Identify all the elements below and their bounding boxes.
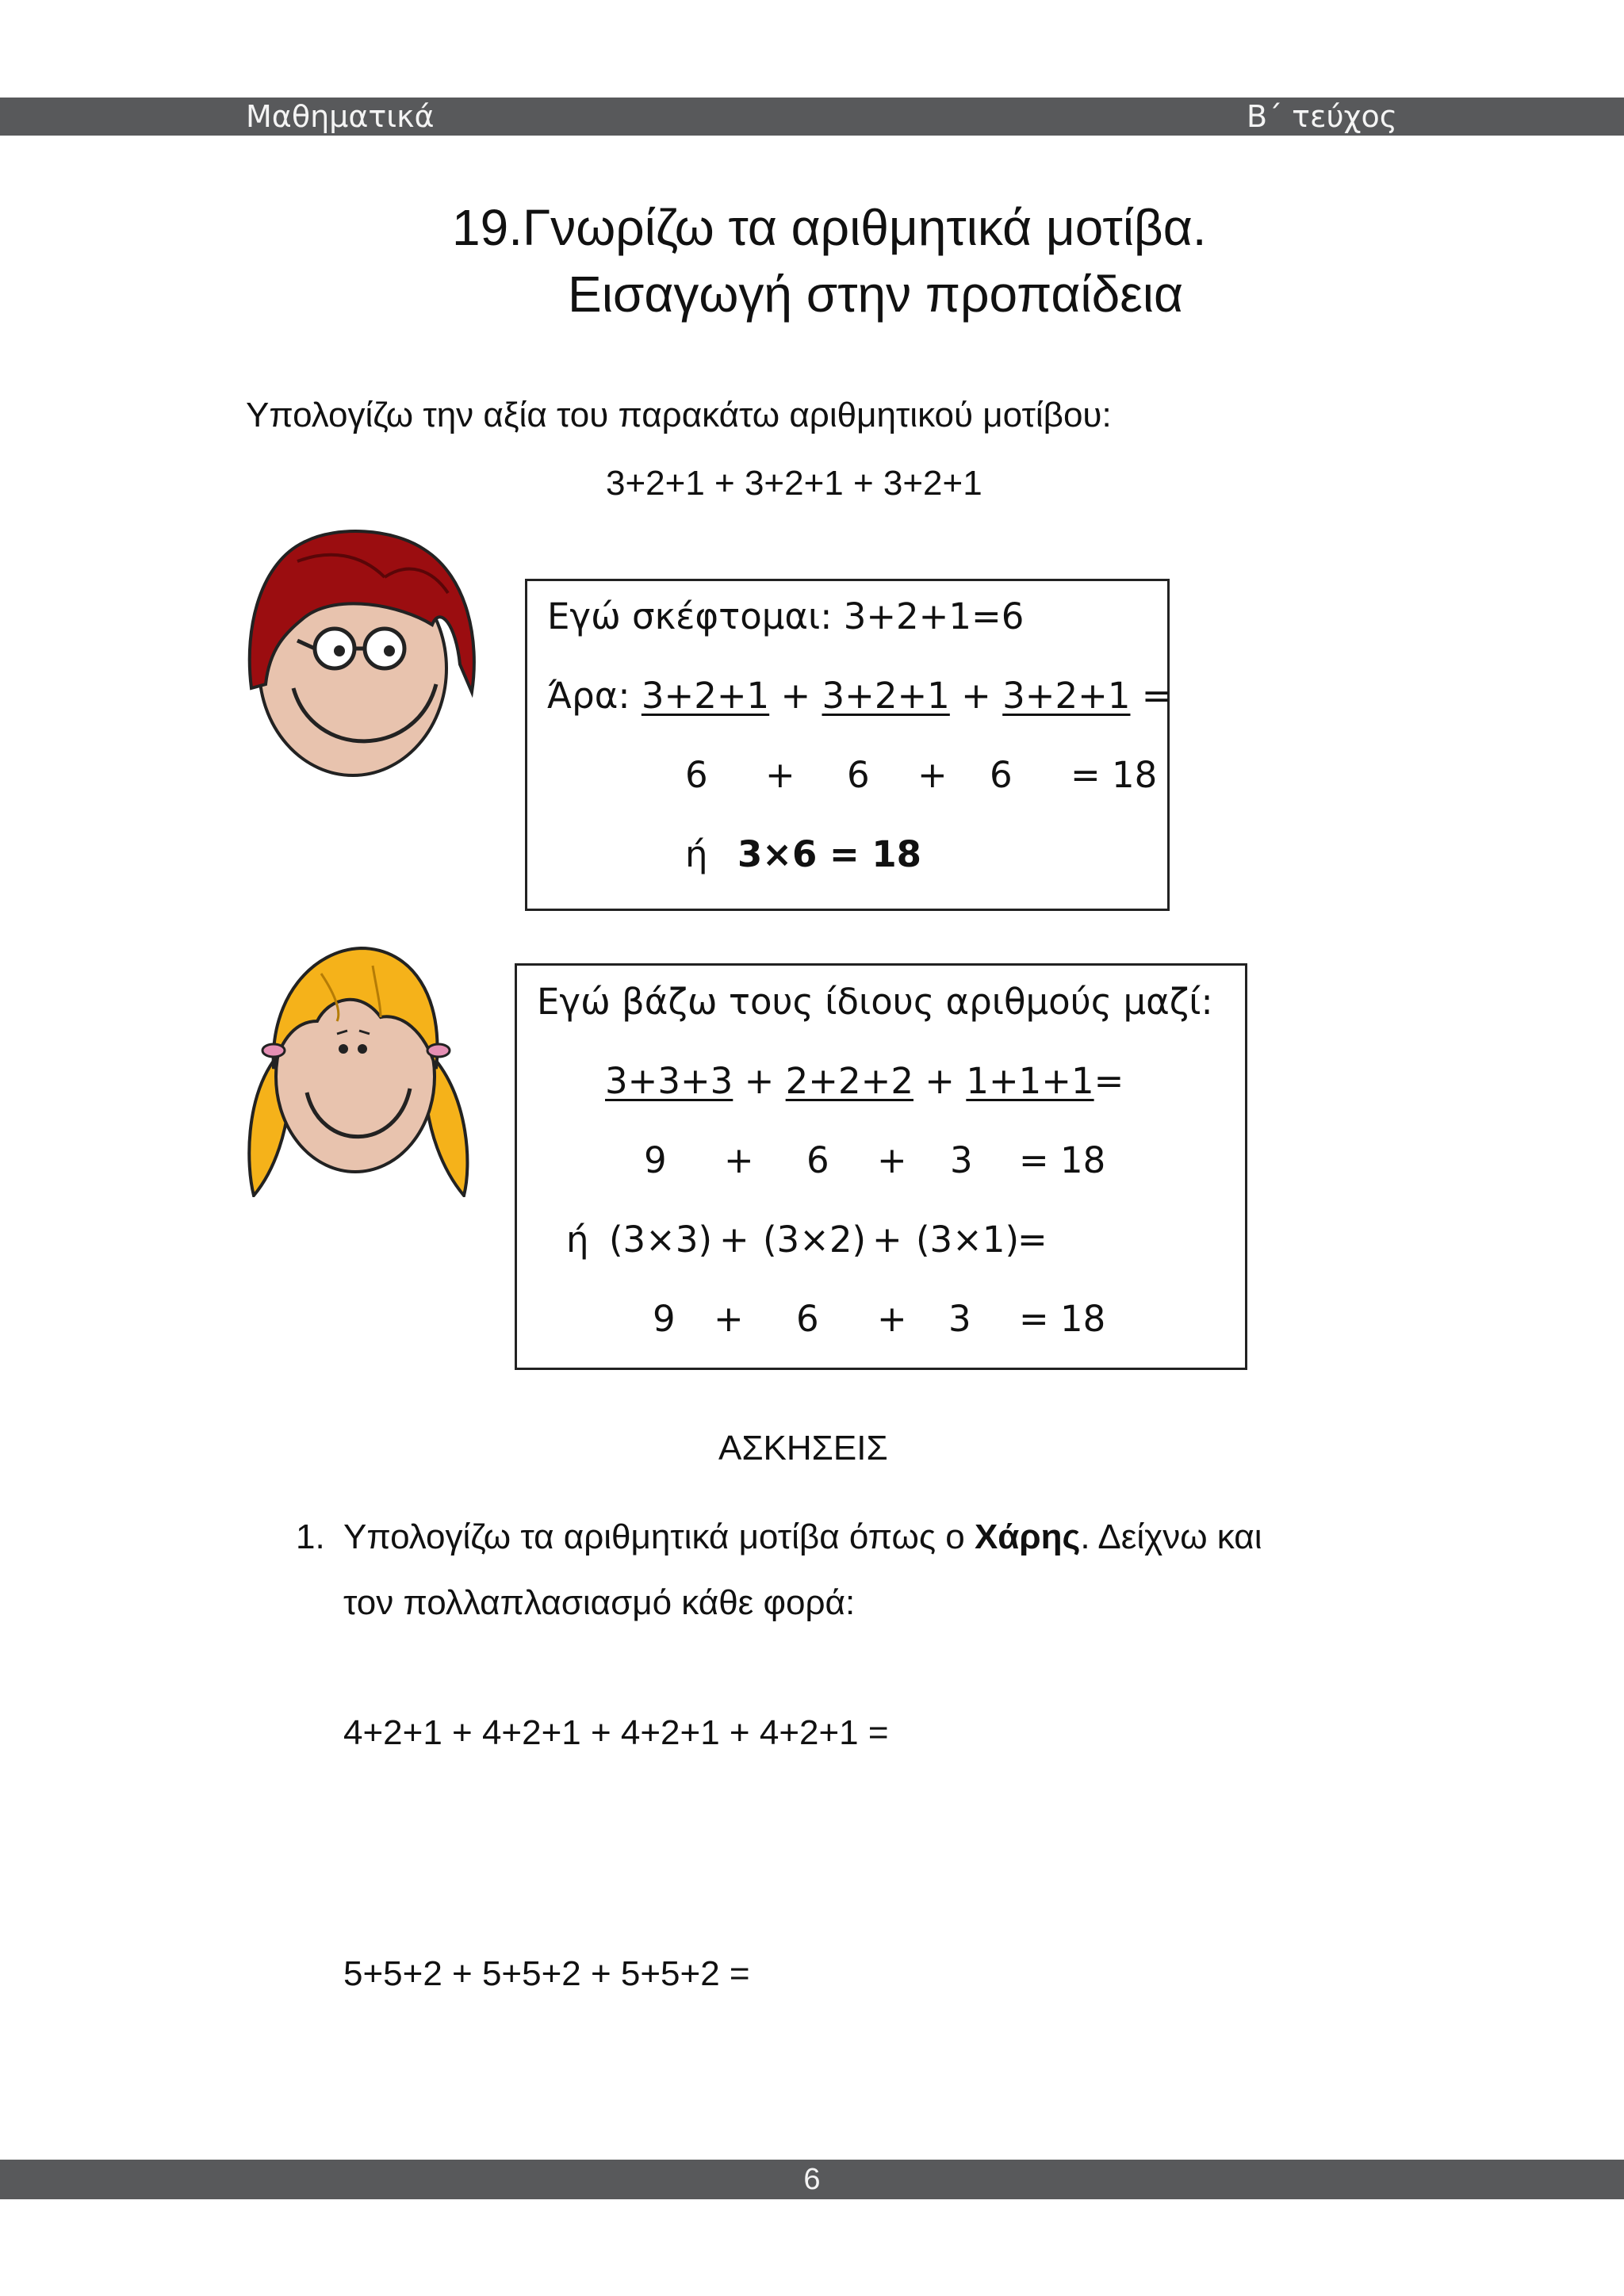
box2-mult-b: (3×2) [763, 1219, 867, 1261]
box2-plus-b: + [877, 1139, 907, 1181]
box1-plus-b: + [917, 754, 948, 796]
box2-or: ή [566, 1219, 589, 1261]
box2-six-a: 6 [806, 1139, 829, 1181]
box2-plus-c: + [719, 1219, 749, 1261]
box2-plus-e: + [714, 1298, 744, 1340]
box2-six-b: 6 [796, 1298, 819, 1340]
box2-nine-a: 9 [644, 1139, 667, 1181]
intro-pattern: 3+2+1 + 3+2+1 + 3+2+1 [606, 464, 982, 503]
box2-plus-a: + [724, 1139, 754, 1181]
box1-six-a: 6 [685, 754, 708, 796]
intro-text: Υπολογίζω την αξία του παρακάτω αριθμητικού μοτίβου: [246, 396, 1112, 434]
box2-plus-f: + [877, 1298, 907, 1340]
box1-line2: Άρα: 3+2+1 + 3+2+1 + 3+2+1 = [547, 675, 1172, 717]
page-title-line1: 19.Γνωρίζω τα αριθμητικά μοτίβα. [452, 199, 1207, 256]
exercise-text-line2: τον πολλαπλασιασμό κάθε φορά: [343, 1583, 856, 1622]
box2-total-b: = 18 [1019, 1298, 1106, 1340]
box2-line1: Εγώ βάζω τους ίδιους αριθμούς μαζί: [537, 981, 1213, 1023]
box2-mult-c: (3×1) [916, 1219, 1020, 1261]
box1-multiplication: 3×6 = 18 [737, 833, 921, 875]
exercise-text-line1: Υπολογίζω τα αριθμητικά μοτίβα όπως ο Χάρης. Δείχνω και [343, 1517, 1262, 1556]
header-band [0, 98, 1624, 136]
box2-three-b: 3 [948, 1298, 971, 1340]
box1-or: ή [685, 833, 708, 875]
box2-eq: = [1017, 1219, 1048, 1261]
exercise-problem-2: 5+5+2 + 5+5+2 + 5+5+2 = [343, 1954, 750, 1993]
box1-six-c: 6 [990, 754, 1013, 796]
boy-face-illustration [242, 530, 480, 785]
header-subject: Μαθηματικά [246, 99, 435, 134]
box2-line2: 3+3+3 + 2+2+2 + 1+1+1= [605, 1060, 1124, 1102]
page-title-line2: Εισαγωγή στην προπαίδεια [568, 266, 1183, 323]
exercise-number: 1. [296, 1517, 325, 1556]
box2-nine-b: 9 [653, 1298, 676, 1340]
box2-mult-a: (3×3) [609, 1219, 713, 1261]
box2-plus-d: + [872, 1219, 902, 1261]
box1-line1: Εγώ σκέφτομαι: 3+2+1=6 [547, 595, 1025, 637]
box2-total-a: = 18 [1019, 1139, 1106, 1181]
box1-six-b: 6 [847, 754, 870, 796]
exercises-heading: ΑΣΚΗΣΕΙΣ [718, 1429, 888, 1468]
header-issue: Β΄ τεύχος [1247, 99, 1398, 134]
page-number: 6 [803, 2163, 821, 2196]
exercise-problem-1: 4+2+1 + 4+2+1 + 4+2+1 + 4+2+1 = [343, 1713, 889, 1752]
box1-total: = 18 [1071, 754, 1158, 796]
girl-face-illustration [242, 942, 472, 1197]
footer-band [0, 2160, 1624, 2199]
box1-plus-a: + [765, 754, 795, 796]
box2-three-a: 3 [950, 1139, 973, 1181]
